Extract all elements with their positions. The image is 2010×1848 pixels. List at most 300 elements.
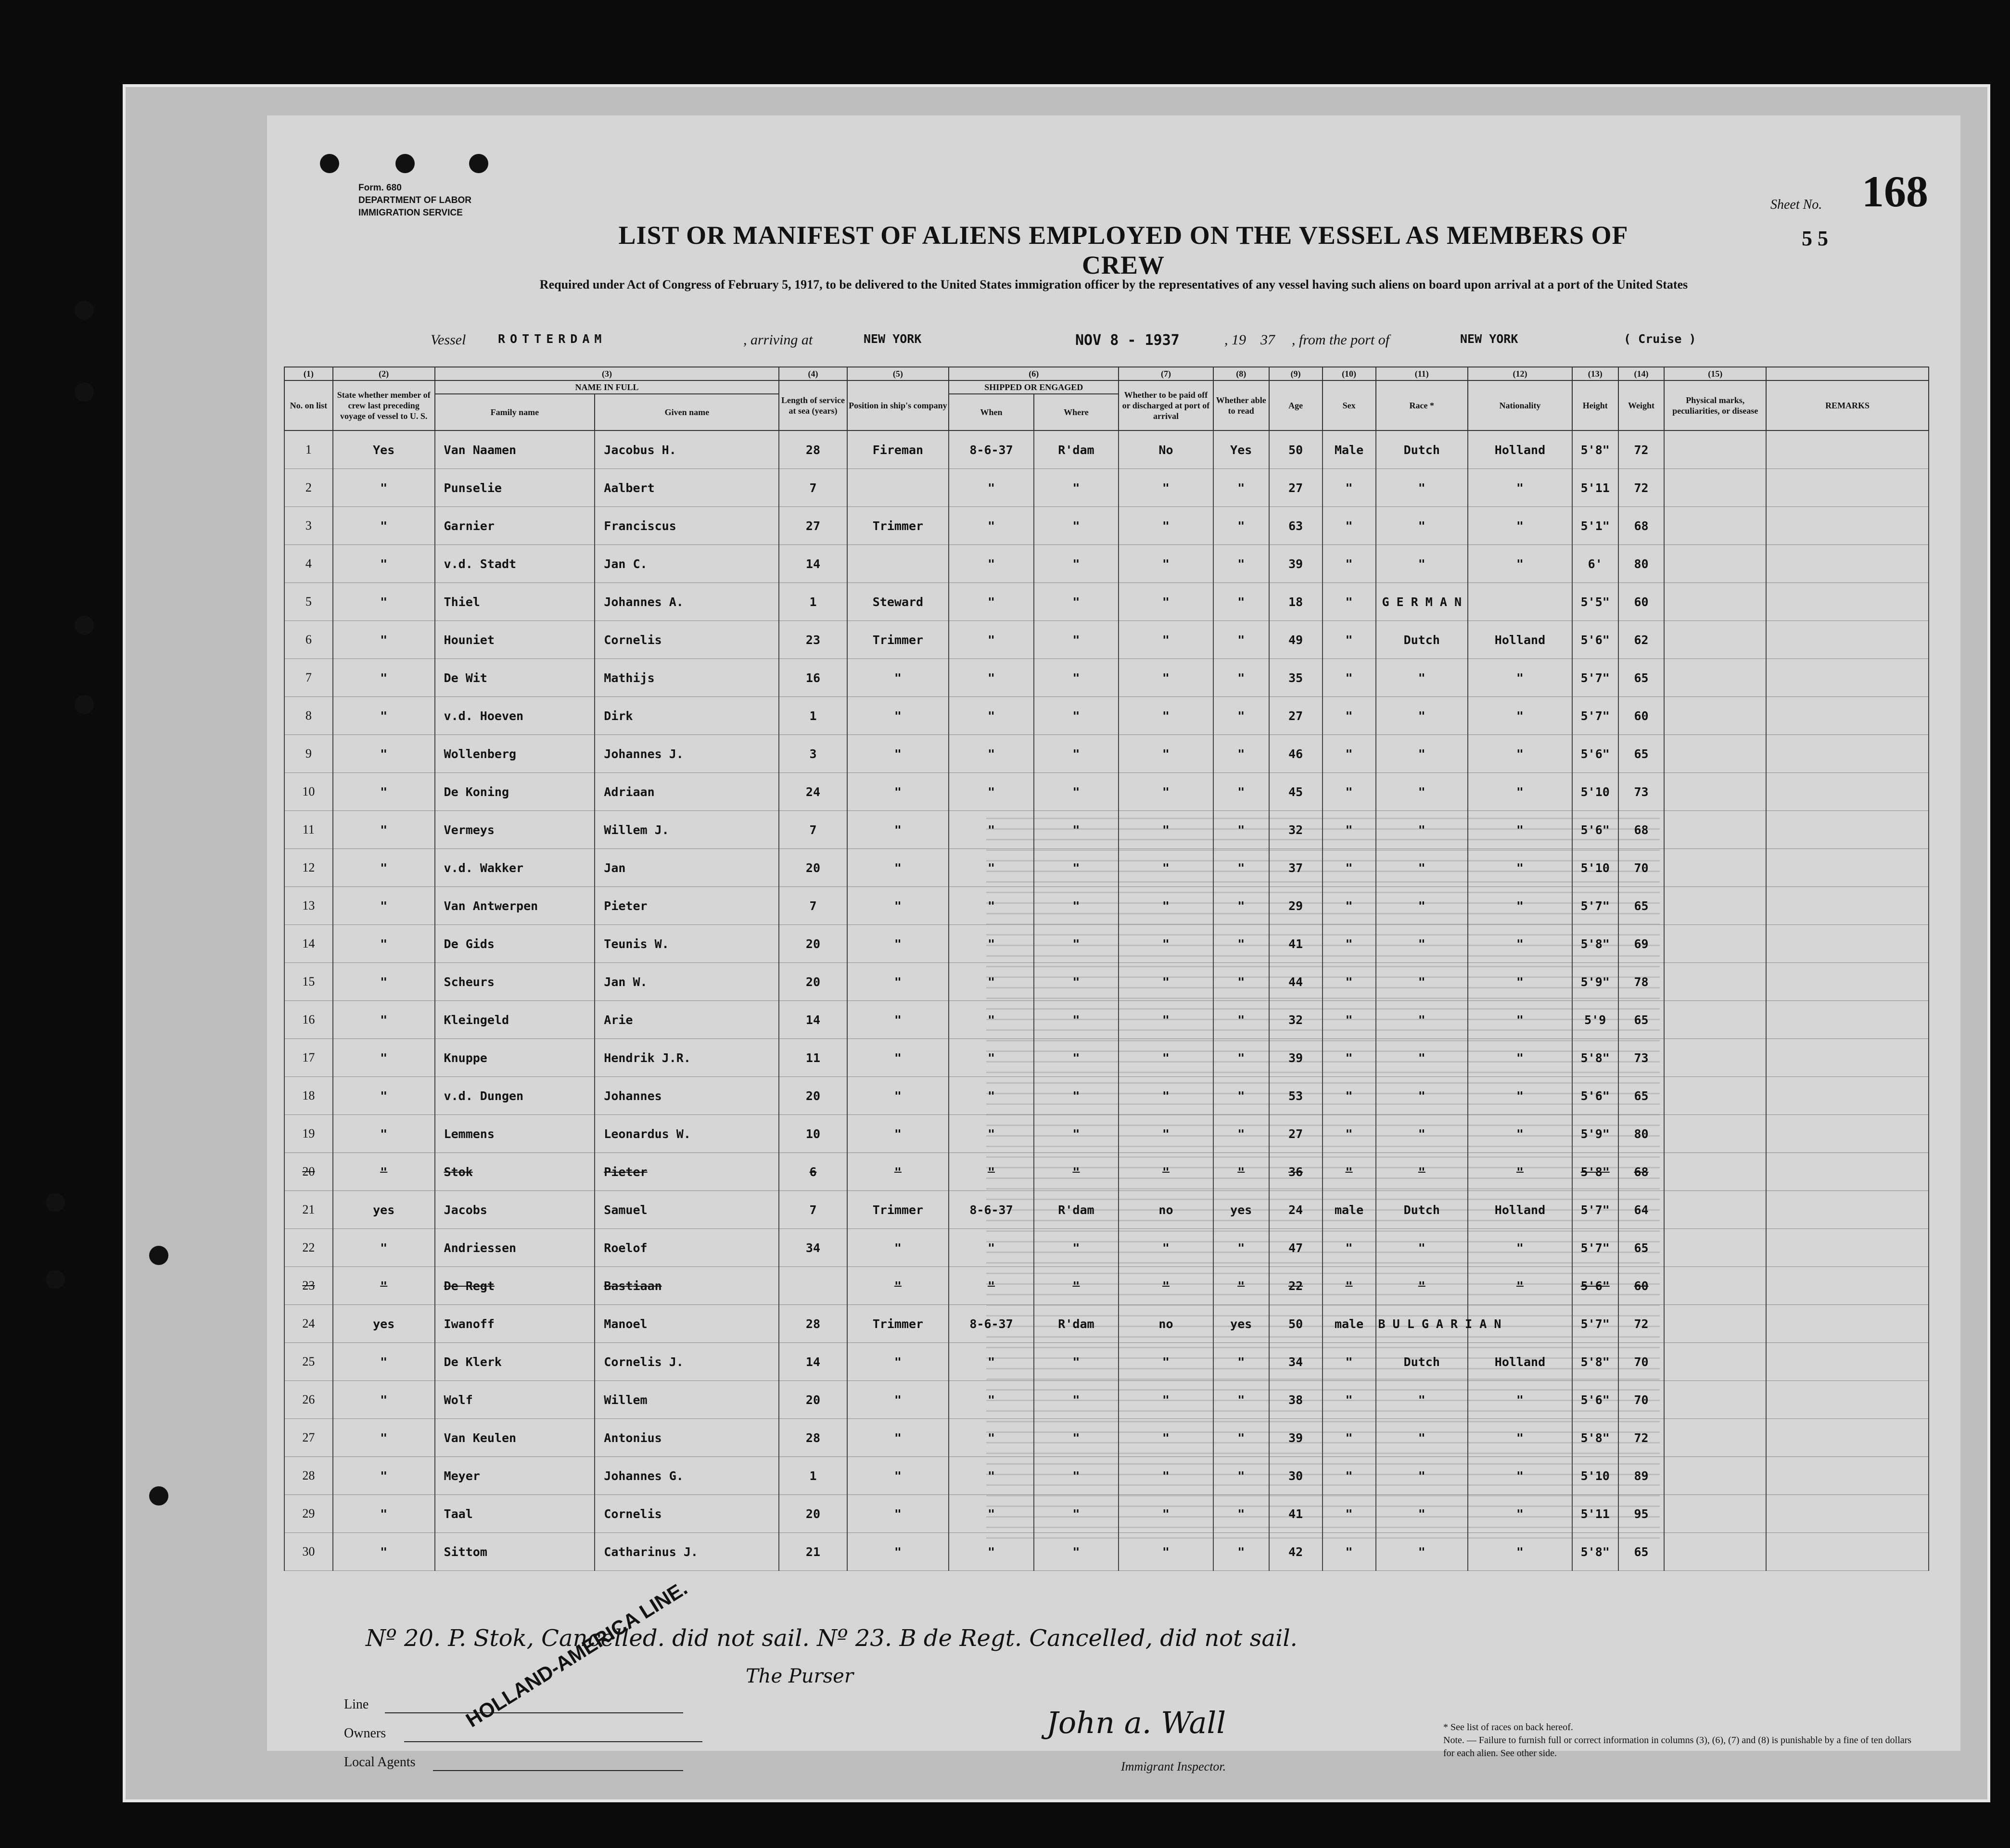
previous-voyage-cell: ": [333, 1039, 435, 1077]
list-number-cell: 2: [284, 469, 333, 507]
year-value: 37: [1260, 332, 1275, 348]
table-row: [284, 1039, 1929, 1077]
line-label: Line: [344, 1697, 369, 1712]
previous-voyage-cell: ": [333, 1381, 435, 1419]
previous-voyage-cell: yes: [333, 1305, 435, 1343]
shipped-when-cell: ": [949, 1115, 1033, 1153]
vessel-info-row: [431, 332, 1922, 351]
physical-marks-cell: [1664, 849, 1766, 887]
remarks-cell: [1766, 583, 1929, 621]
shipped-when-cell: 8-6-37: [949, 430, 1033, 469]
previous-voyage-cell: ": [333, 1419, 435, 1457]
shipped-when-cell: 8-6-37: [949, 1191, 1033, 1229]
given-name-cell: Dirk: [595, 697, 779, 735]
height-cell: 5'8": [1572, 1343, 1618, 1381]
age-cell: 63: [1269, 507, 1323, 545]
paid-off-cell: ": [1119, 545, 1213, 583]
list-number-cell: 22: [284, 1229, 333, 1267]
age-cell: 50: [1269, 1305, 1323, 1343]
length-of-service-cell: 14: [779, 1001, 847, 1039]
weight-cell: 68: [1618, 1153, 1665, 1191]
length-of-service-cell: 20: [779, 1495, 847, 1533]
able-to-read-cell: ": [1213, 1001, 1269, 1039]
length-of-service-cell: 14: [779, 1343, 847, 1381]
shipped-where-cell: ": [1034, 1419, 1119, 1457]
length-of-service-cell: 27: [779, 507, 847, 545]
remarks-cell: [1766, 1457, 1929, 1495]
family-name-cell: v.d. Wakker: [435, 849, 595, 887]
table-row: [284, 621, 1929, 659]
list-number-cell: 20: [284, 1153, 333, 1191]
race-cell: ": [1376, 773, 1468, 811]
sex-cell: ": [1323, 1533, 1376, 1571]
nationality-cell: ": [1468, 1039, 1572, 1077]
race-cell: ": [1376, 849, 1468, 887]
physical-marks-cell: [1664, 1457, 1766, 1495]
shipped-when-cell: ": [949, 887, 1033, 925]
previous-voyage-cell: ": [333, 735, 435, 773]
paid-off-cell: ": [1119, 1001, 1213, 1039]
race-cell: ": [1376, 469, 1468, 507]
nationality-cell: ": [1468, 925, 1572, 963]
shipped-where-cell: ": [1034, 507, 1119, 545]
height-cell: 5'8": [1572, 430, 1618, 469]
able-to-read-cell: ": [1213, 1381, 1269, 1419]
age-cell: 41: [1269, 1495, 1323, 1533]
physical-marks-cell: [1664, 735, 1766, 773]
paid-off-cell: ": [1119, 507, 1213, 545]
race-cell: Dutch: [1376, 1343, 1468, 1381]
position-cell: ": [847, 1343, 949, 1381]
sex-cell: ": [1323, 545, 1376, 583]
header-physical-marks: Physical marks, peculiarities, or disease: [1664, 380, 1766, 430]
paid-off-cell: ": [1119, 1077, 1213, 1115]
punch-hole: [46, 1193, 65, 1212]
line-rule: [385, 1711, 683, 1713]
nationality-cell: ": [1468, 1457, 1572, 1495]
shipped-when-cell: 8-6-37: [949, 1305, 1033, 1343]
sex-cell: ": [1323, 1039, 1376, 1077]
table-row: [284, 1001, 1929, 1039]
nationality-cell: ": [1468, 507, 1572, 545]
list-number-cell: 7: [284, 659, 333, 697]
height-cell: 5'7": [1572, 697, 1618, 735]
punch-hole: [149, 1246, 168, 1265]
height-cell: 6': [1572, 545, 1618, 583]
given-name-cell: Antonius: [595, 1419, 779, 1457]
shipped-where-cell: ": [1034, 1381, 1119, 1419]
given-name-cell: Jan C.: [595, 545, 779, 583]
length-of-service-cell: 11: [779, 1039, 847, 1077]
physical-marks-cell: [1664, 545, 1766, 583]
remarks-cell: [1766, 1343, 1929, 1381]
footnote-penalty: Note. — Failure to furnish full or correct information in columns (3), (6), (7) and (8) is punishable by a fine of ten dollars for each alien. See other side.: [1443, 1735, 1912, 1759]
race-cell: ": [1376, 1267, 1468, 1305]
age-cell: 27: [1269, 469, 1323, 507]
cancellation-note: Nº 20. P. Stok, Cancelled. did not sail. Nº 23. B de Regt. Cancelled, did not sail.: [366, 1625, 1298, 1652]
height-cell: 5'8": [1572, 1039, 1618, 1077]
table-row: [284, 1115, 1929, 1153]
sex-cell: ": [1323, 773, 1376, 811]
shipped-where-cell: ": [1034, 849, 1119, 887]
col-num-3: (3): [435, 367, 779, 380]
position-cell: ": [847, 887, 949, 925]
list-number-cell: 13: [284, 887, 333, 925]
position-cell: ": [847, 811, 949, 849]
given-name-cell: Willem: [595, 1381, 779, 1419]
table-row: [284, 583, 1929, 621]
age-cell: 42: [1269, 1533, 1323, 1571]
physical-marks-cell: [1664, 583, 1766, 621]
race-cell: Dutch: [1376, 1191, 1468, 1229]
able-to-read-cell: ": [1213, 583, 1269, 621]
family-name-cell: Garnier: [435, 507, 595, 545]
given-name-cell: Teunis W.: [595, 925, 779, 963]
sheet-label: Sheet No.: [1770, 197, 1822, 212]
previous-voyage-cell: ": [333, 583, 435, 621]
manifest-body: [284, 430, 1929, 1571]
weight-cell: 65: [1618, 1229, 1665, 1267]
given-name-cell: Samuel: [595, 1191, 779, 1229]
col-num-9: (9): [1269, 367, 1323, 380]
given-name-cell: Bastiaan: [595, 1267, 779, 1305]
weight-cell: 65: [1618, 887, 1665, 925]
family-name-cell: v.d. Stadt: [435, 545, 595, 583]
height-cell: 5'6": [1572, 1267, 1618, 1305]
remarks-cell: [1766, 1115, 1929, 1153]
length-of-service-cell: 7: [779, 469, 847, 507]
height-cell: 5'9": [1572, 963, 1618, 1001]
remarks-cell: [1766, 1305, 1929, 1343]
header-sex: Sex: [1323, 380, 1376, 430]
shipped-where-cell: R'dam: [1034, 1305, 1119, 1343]
shipped-when-cell: ": [949, 735, 1033, 773]
race-cell: Dutch: [1376, 430, 1468, 469]
family-name-cell: Sittom: [435, 1533, 595, 1571]
position-cell: ": [847, 1077, 949, 1115]
length-of-service-cell: 20: [779, 1077, 847, 1115]
nationality-cell: ": [1468, 773, 1572, 811]
physical-marks-cell: [1664, 469, 1766, 507]
age-cell: 38: [1269, 1381, 1323, 1419]
family-name-cell: Van Naamen: [435, 430, 595, 469]
cruise-note: ( Cruise ): [1624, 332, 1696, 346]
family-name-cell: v.d. Hoeven: [435, 697, 595, 735]
shipped-when-cell: ": [949, 1381, 1033, 1419]
punch-hole: [75, 616, 94, 635]
shipped-when-cell: ": [949, 659, 1033, 697]
remarks-cell: [1766, 507, 1929, 545]
race-cell: ": [1376, 887, 1468, 925]
list-number-cell: 14: [284, 925, 333, 963]
physical-marks-cell: [1664, 1495, 1766, 1533]
paid-off-cell: ": [1119, 1495, 1213, 1533]
weight-cell: 80: [1618, 545, 1665, 583]
weight-cell: 62: [1618, 621, 1665, 659]
family-name-cell: Vermeys: [435, 811, 595, 849]
race-cell: ": [1376, 963, 1468, 1001]
height-cell: 5'10: [1572, 773, 1618, 811]
height-cell: 5'8": [1572, 1419, 1618, 1457]
height-cell: 5'10: [1572, 849, 1618, 887]
height-cell: 5'6": [1572, 621, 1618, 659]
sex-cell: ": [1323, 735, 1376, 773]
length-of-service-cell: 28: [779, 1305, 847, 1343]
shipped-when-cell: ": [949, 507, 1033, 545]
sex-cell: ": [1323, 925, 1376, 963]
length-of-service-cell: 14: [779, 545, 847, 583]
previous-voyage-cell: ": [333, 1457, 435, 1495]
punch-hole: [75, 301, 94, 320]
list-number-cell: 28: [284, 1457, 333, 1495]
height-cell: 5'11: [1572, 1495, 1618, 1533]
sex-cell: ": [1323, 887, 1376, 925]
weight-cell: 70: [1618, 849, 1665, 887]
remarks-cell: [1766, 1267, 1929, 1305]
height-cell: 5'11: [1572, 469, 1618, 507]
given-name-cell: Jan W.: [595, 963, 779, 1001]
nationality-cell: ": [1468, 1381, 1572, 1419]
previous-voyage-cell: ": [333, 849, 435, 887]
weight-cell: 65: [1618, 659, 1665, 697]
family-name-cell: Wollenberg: [435, 735, 595, 773]
length-of-service-cell: [779, 1267, 847, 1305]
header-paid-off: Whether to be paid off or discharged at port of arrival: [1119, 380, 1213, 430]
col-num-10: (10): [1323, 367, 1376, 380]
crew-manifest-table: [284, 367, 1929, 1571]
col-num-7: (7): [1119, 367, 1213, 380]
position-cell: ": [847, 1039, 949, 1077]
list-number-cell: 3: [284, 507, 333, 545]
family-name-cell: De Koning: [435, 773, 595, 811]
family-name-cell: Scheurs: [435, 963, 595, 1001]
weight-cell: 73: [1618, 773, 1665, 811]
physical-marks-cell: [1664, 1419, 1766, 1457]
sex-cell: ": [1323, 507, 1376, 545]
shipped-where-cell: ": [1034, 469, 1119, 507]
previous-voyage-cell: ": [333, 1533, 435, 1571]
weight-cell: 60: [1618, 583, 1665, 621]
given-name-cell: Pieter: [595, 1153, 779, 1191]
given-name-cell: Cornelis J.: [595, 1343, 779, 1381]
inspector-signature: John a. Wall: [1046, 1705, 1226, 1740]
list-number-cell: 6: [284, 621, 333, 659]
length-of-service-cell: 1: [779, 583, 847, 621]
sheet-number: 168: [1862, 167, 1928, 216]
able-to-read-cell: Yes: [1213, 430, 1269, 469]
paid-off-cell: ": [1119, 773, 1213, 811]
from-port-label: , from the port of: [1292, 332, 1390, 348]
shipped-when-cell: ": [949, 1419, 1033, 1457]
previous-voyage-cell: ": [333, 1153, 435, 1191]
height-cell: 5'6": [1572, 811, 1618, 849]
nationality-cell: ": [1468, 735, 1572, 773]
given-name-cell: Cornelis: [595, 1495, 779, 1533]
table-row: [284, 430, 1929, 469]
paid-off-cell: ": [1119, 621, 1213, 659]
given-name-cell: Johannes A.: [595, 583, 779, 621]
nationality-cell: ": [1468, 1495, 1572, 1533]
remarks-cell: [1766, 1533, 1929, 1571]
table-row: [284, 1229, 1929, 1267]
physical-marks-cell: [1664, 659, 1766, 697]
list-number-cell: 23: [284, 1267, 333, 1305]
given-name-cell: Franciscus: [595, 507, 779, 545]
race-cell: Dutch: [1376, 621, 1468, 659]
able-to-read-cell: ": [1213, 1229, 1269, 1267]
shipped-when-cell: ": [949, 583, 1033, 621]
age-cell: 46: [1269, 735, 1323, 773]
height-cell: 5'8": [1572, 925, 1618, 963]
weight-cell: 72: [1618, 430, 1665, 469]
race-cell: ": [1376, 1495, 1468, 1533]
nationality-cell: ": [1468, 1077, 1572, 1115]
page-title: LIST OR MANIFEST OF ALIENS EMPLOYED ON THE VESSEL AS MEMBERS OF CREW: [618, 221, 1628, 279]
able-to-read-cell: ": [1213, 1077, 1269, 1115]
physical-marks-cell: [1664, 697, 1766, 735]
physical-marks-cell: [1664, 963, 1766, 1001]
race-cell: B U L G A R I A N: [1376, 1305, 1468, 1343]
nationality-cell: ": [1468, 1267, 1572, 1305]
weight-cell: 68: [1618, 507, 1665, 545]
family-name-cell: Punselie: [435, 469, 595, 507]
table-row: [284, 1191, 1929, 1229]
departure-port: NEW YORK: [1460, 332, 1518, 346]
age-cell: 36: [1269, 1153, 1323, 1191]
position-cell: ": [847, 1267, 949, 1305]
header-family-name: Family name: [435, 394, 595, 430]
family-name-cell: De Regt: [435, 1267, 595, 1305]
sex-cell: male: [1323, 1191, 1376, 1229]
previous-voyage-cell: ": [333, 507, 435, 545]
nationality-cell: ": [1468, 659, 1572, 697]
age-cell: 47: [1269, 1229, 1323, 1267]
shipped-where-cell: ": [1034, 1115, 1119, 1153]
position-cell: ": [847, 1457, 949, 1495]
position-cell: ": [847, 659, 949, 697]
sex-cell: ": [1323, 1457, 1376, 1495]
able-to-read-cell: ": [1213, 1267, 1269, 1305]
paid-off-cell: ": [1119, 1533, 1213, 1571]
previous-voyage-cell: ": [333, 925, 435, 963]
table-row: [284, 1533, 1929, 1571]
col-num-15: (15): [1664, 367, 1766, 380]
col-num-13: (13): [1572, 367, 1618, 380]
sex-cell: ": [1323, 849, 1376, 887]
shipped-where-cell: ": [1034, 1457, 1119, 1495]
table-row: [284, 1457, 1929, 1495]
family-name-cell: Van Antwerpen: [435, 887, 595, 925]
family-name-cell: De Gids: [435, 925, 595, 963]
shipped-when-cell: ": [949, 697, 1033, 735]
age-cell: 27: [1269, 697, 1323, 735]
length-of-service-cell: 3: [779, 735, 847, 773]
height-cell: 5'8": [1572, 1533, 1618, 1571]
remarks-cell: [1766, 469, 1929, 507]
shipped-where-cell: ": [1034, 1533, 1119, 1571]
weight-cell: 65: [1618, 1077, 1665, 1115]
list-number-cell: 8: [284, 697, 333, 735]
given-name-cell: Willem J.: [595, 811, 779, 849]
able-to-read-cell: ": [1213, 735, 1269, 773]
weight-cell: 80: [1618, 1115, 1665, 1153]
family-name-cell: De Klerk: [435, 1343, 595, 1381]
nationality-cell: [1468, 583, 1572, 621]
punch-hole: [149, 1486, 168, 1506]
physical-marks-cell: [1664, 887, 1766, 925]
paid-off-cell: No: [1119, 430, 1213, 469]
previous-voyage-cell: ": [333, 1229, 435, 1267]
able-to-read-cell: ": [1213, 811, 1269, 849]
nationality-cell: ": [1468, 1533, 1572, 1571]
length-of-service-cell: 24: [779, 773, 847, 811]
sheet-handwritten-number: 5 5: [1802, 227, 1828, 250]
department-name: DEPARTMENT OF LABOR: [358, 195, 472, 205]
shipped-where-cell: ": [1034, 963, 1119, 1001]
paid-off-cell: ": [1119, 1381, 1213, 1419]
length-of-service-cell: 20: [779, 963, 847, 1001]
sex-cell: ": [1323, 583, 1376, 621]
punch-hole: [75, 695, 94, 714]
length-of-service-cell: 20: [779, 849, 847, 887]
family-name-cell: Jacobs: [435, 1191, 595, 1229]
physical-marks-cell: [1664, 1115, 1766, 1153]
length-of-service-cell: 1: [779, 1457, 847, 1495]
shipped-when-cell: ": [949, 1153, 1033, 1191]
arrival-date-stamp: NOV 8 - 1937: [1075, 332, 1180, 349]
length-of-service-cell: 10: [779, 1115, 847, 1153]
able-to-read-cell: ": [1213, 545, 1269, 583]
length-of-service-cell: 1: [779, 697, 847, 735]
position-cell: [847, 469, 949, 507]
position-cell: ": [847, 735, 949, 773]
list-number-cell: 12: [284, 849, 333, 887]
paid-off-cell: ": [1119, 925, 1213, 963]
position-cell: Trimmer: [847, 1305, 949, 1343]
shipped-when-cell: ": [949, 469, 1033, 507]
weight-cell: 65: [1618, 735, 1665, 773]
able-to-read-cell: yes: [1213, 1305, 1269, 1343]
nationality-cell: ": [1468, 697, 1572, 735]
physical-marks-cell: [1664, 1229, 1766, 1267]
owners-label: Owners: [344, 1726, 386, 1741]
previous-voyage-cell: ": [333, 1495, 435, 1533]
footnote-races: * See list of races on back hereof.: [1443, 1722, 1573, 1733]
race-cell: ": [1376, 545, 1468, 583]
length-of-service-cell: 28: [779, 1419, 847, 1457]
height-cell: 5'1": [1572, 507, 1618, 545]
length-of-service-cell: 7: [779, 811, 847, 849]
paid-off-cell: ": [1119, 697, 1213, 735]
shipped-where-cell: ": [1034, 887, 1119, 925]
shipped-where-cell: ": [1034, 1039, 1119, 1077]
list-number-cell: 16: [284, 1001, 333, 1039]
position-cell: ": [847, 1495, 949, 1533]
height-cell: 5'5": [1572, 583, 1618, 621]
given-name-cell: Arie: [595, 1001, 779, 1039]
physical-marks-cell: [1664, 430, 1766, 469]
nationality-cell: ": [1468, 1229, 1572, 1267]
inspector-label: Immigrant Inspector.: [1121, 1759, 1226, 1773]
age-cell: 32: [1269, 811, 1323, 849]
remarks-cell: [1766, 1495, 1929, 1533]
previous-voyage-cell: ": [333, 621, 435, 659]
previous-voyage-cell: ": [333, 1077, 435, 1115]
physical-marks-cell: [1664, 1077, 1766, 1115]
height-cell: 5'7": [1572, 1229, 1618, 1267]
length-of-service-cell: 20: [779, 925, 847, 963]
footnotes: [1443, 1721, 1924, 1760]
